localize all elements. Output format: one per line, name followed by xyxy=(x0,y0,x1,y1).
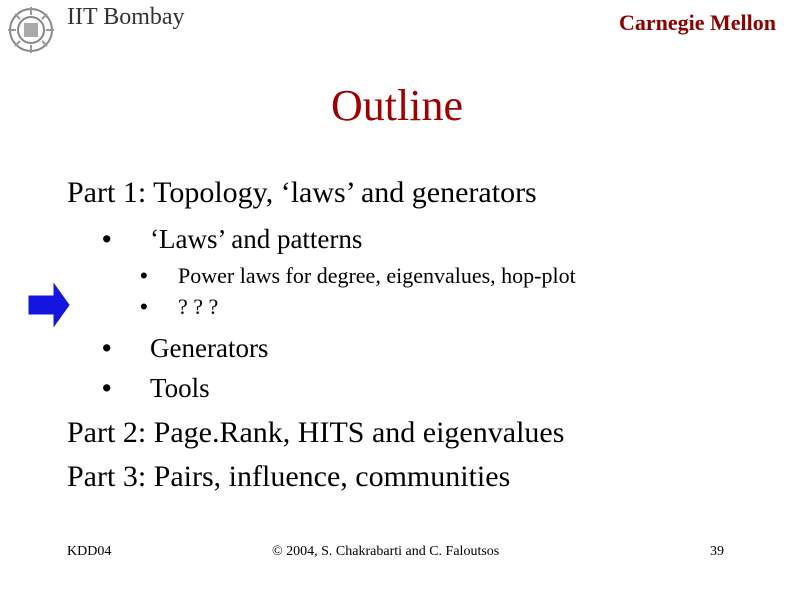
part-1-heading: Part 1: Topology, ‘laws’ and generators xyxy=(67,176,537,209)
part-3-heading: Part 3: Pairs, influence, communities xyxy=(67,460,511,493)
subbullet-unknown: ? ? ? xyxy=(178,294,219,319)
footer-conference: KDD04 xyxy=(67,544,112,559)
footer-page-number: 39 xyxy=(710,544,724,559)
subbullet-power-laws: Power laws for degree, eigenvalues, hop-plot xyxy=(178,263,576,288)
bullet-tools-symbol: • xyxy=(102,373,112,403)
part-2-heading: Part 2: Page.Rank, HITS and eigenvalues xyxy=(67,416,565,449)
bullet-generators: Generators xyxy=(150,333,269,363)
iit-bombay-logo-icon xyxy=(5,5,57,55)
slide-title: Outline xyxy=(331,81,463,130)
subbullet-unknown-symbol: • xyxy=(140,294,148,319)
bullet-laws-and-patterns: ‘Laws’ and patterns xyxy=(150,224,363,254)
bullet-tools: Tools xyxy=(150,373,210,403)
partner-name: Carnegie Mellon xyxy=(618,10,776,35)
bullet-laws-symbol: • xyxy=(102,224,112,254)
right-arrow-icon xyxy=(28,282,70,328)
subbullet-power-laws-symbol: • xyxy=(140,263,148,288)
institution-name: IIT Bombay xyxy=(67,4,185,30)
footer-copyright: © 2004, S. Chakrabarti and C. Faloutsos xyxy=(272,544,500,559)
bullet-generators-symbol: • xyxy=(102,333,112,363)
